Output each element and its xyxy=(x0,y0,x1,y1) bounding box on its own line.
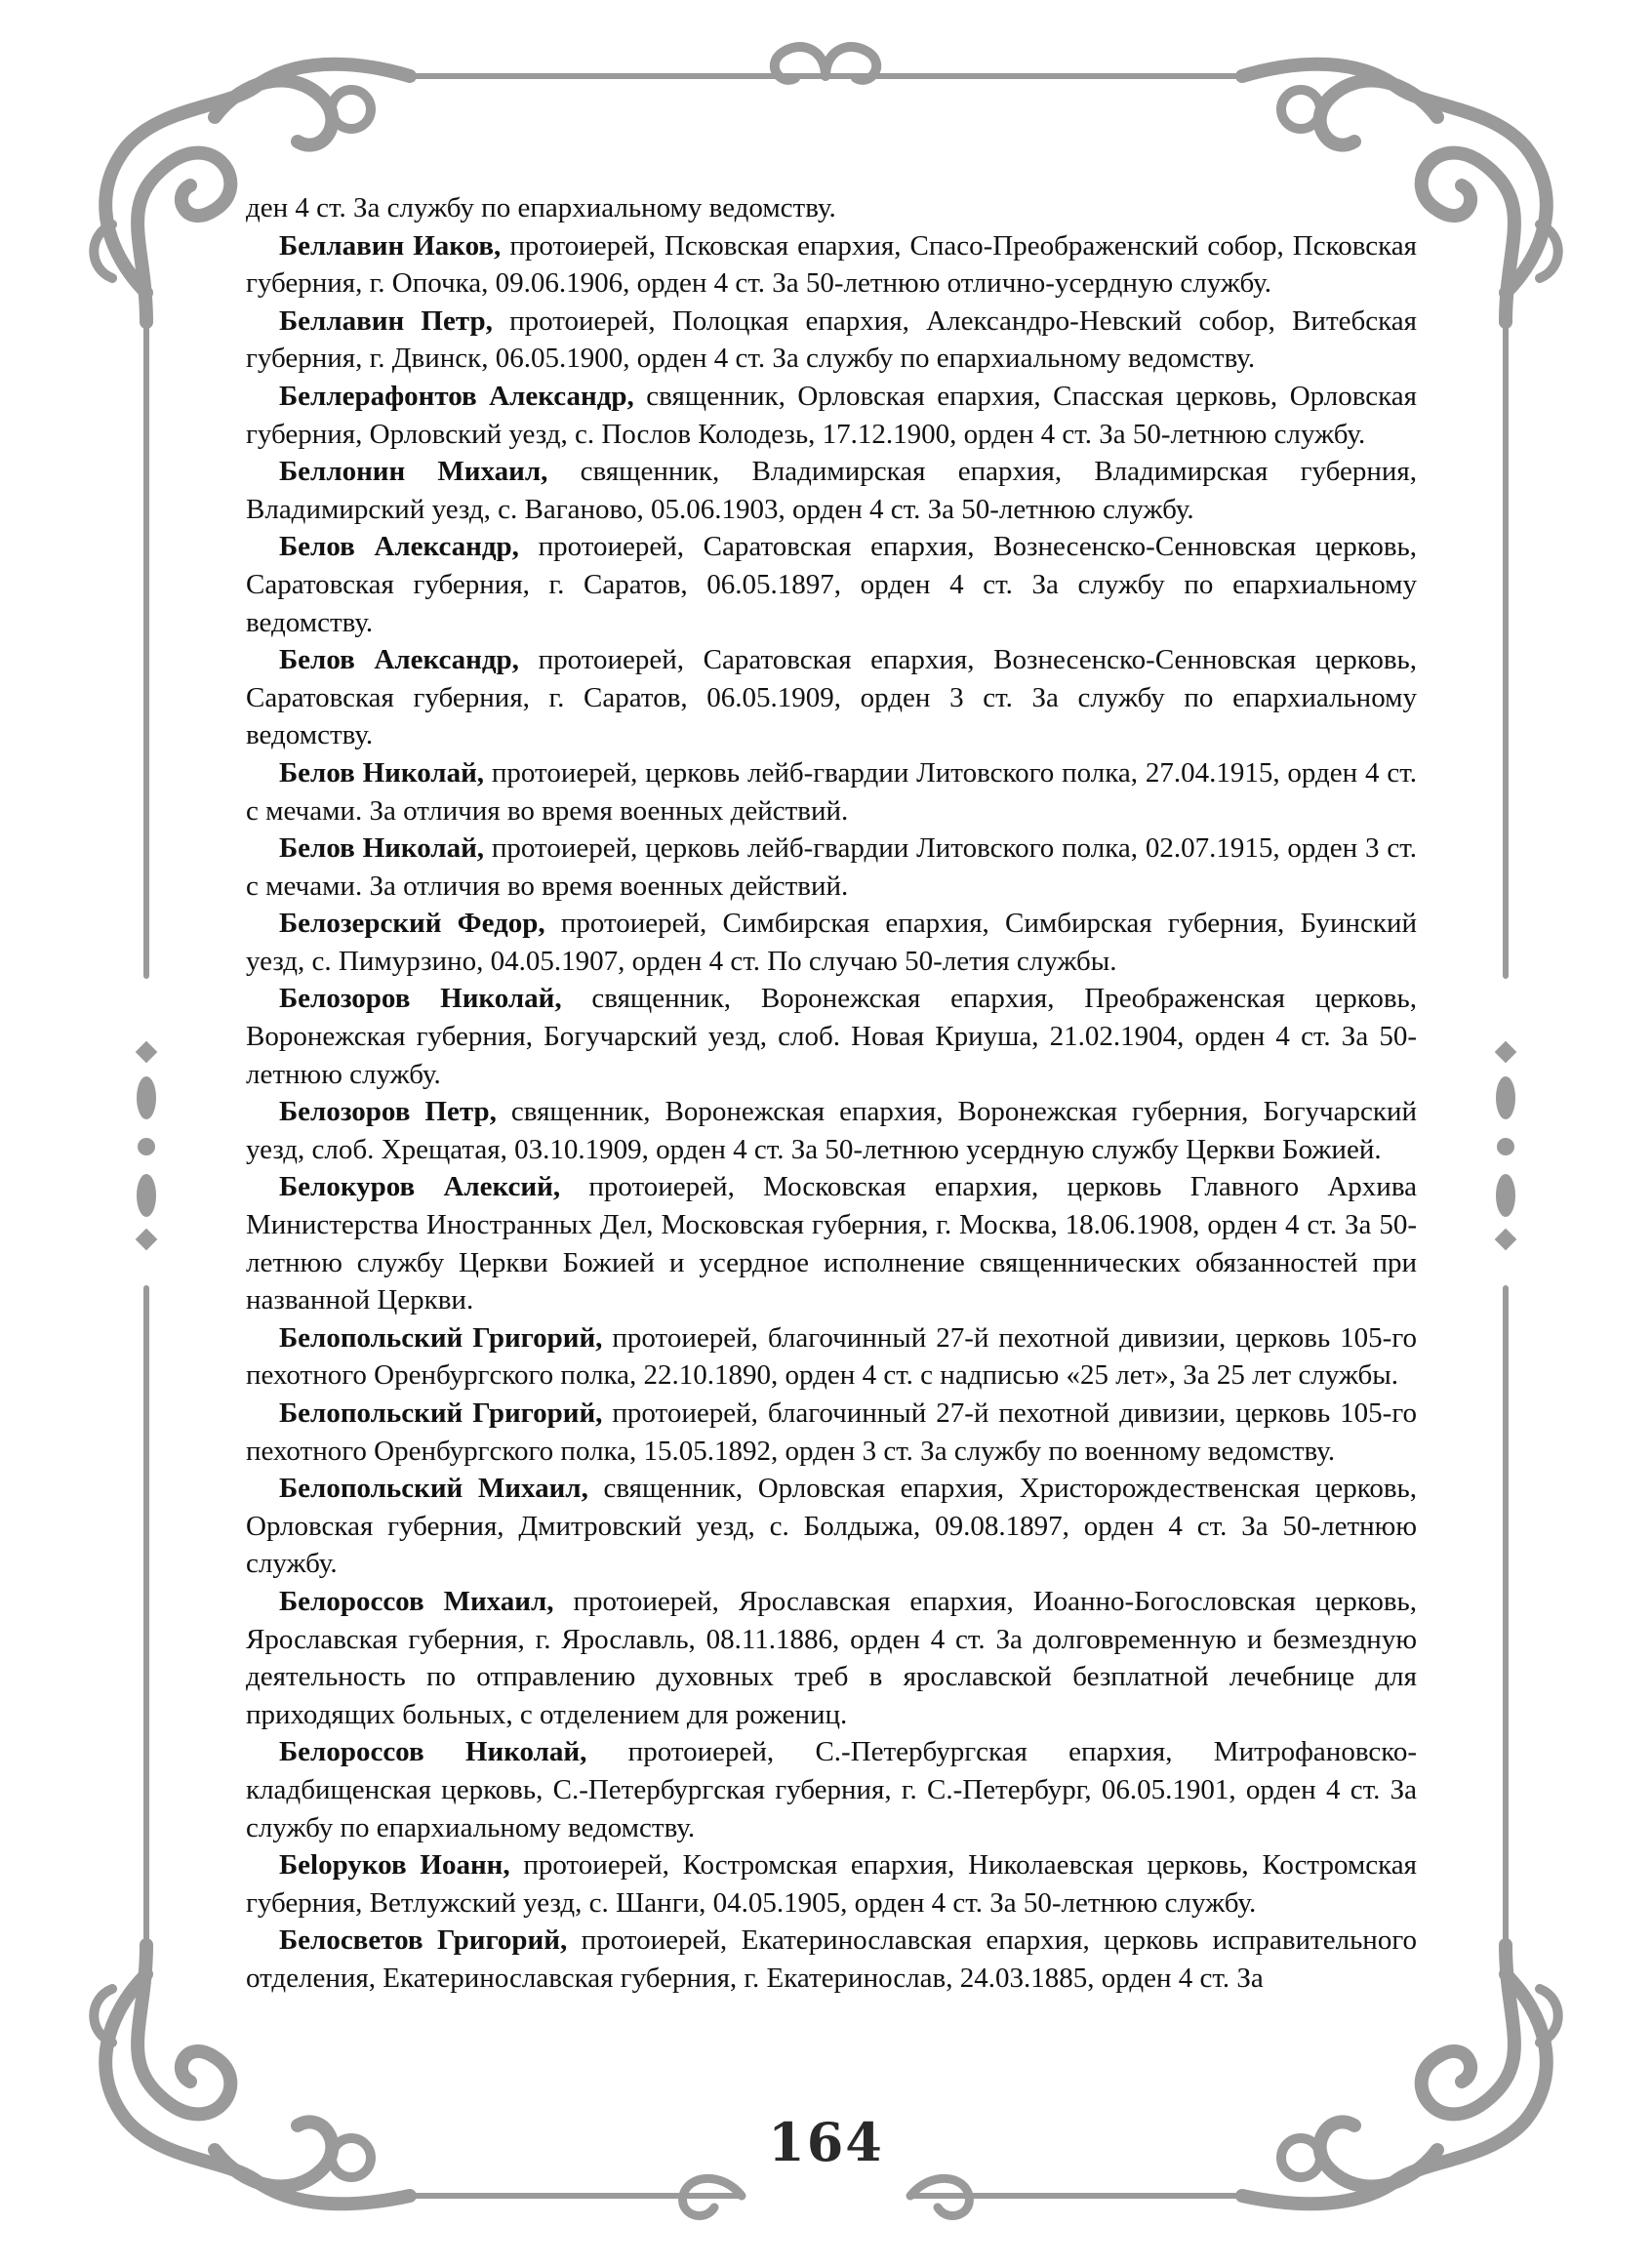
entry-details: священник, Воронежская епархия, Воронежская губерния, Богучарский уезд, слоб. Хрещатая, 03.10.1909, орден 4 ст. За 50-летнюю усердную службу Церкви Божией. xyxy=(246,1096,1417,1165)
entry-name: Белороссов Николай, xyxy=(279,1736,587,1768)
entry-name: Беloруков Иоанн, xyxy=(279,1849,510,1882)
entry-name: Белозерский Федор, xyxy=(279,908,545,940)
list-item xyxy=(246,1470,1417,1583)
list-item xyxy=(246,641,1417,754)
entry-name: Беллерафонтов Александр, xyxy=(279,380,634,412)
entry-name: Белов Александр, xyxy=(279,644,519,676)
entry-name: Белопольский Григорий, xyxy=(279,1397,603,1429)
list-item xyxy=(246,1168,1417,1318)
entry-details: протоиерей, Московская епархия, церковь Главного Архива Министерства Иностранных Дел, Московская губерния, г. Москва, 18.06.1908, орден 4 ст. За 50-летнюю службу Церкви Божией и усердное исполнение священнических обязанностей при названной Церкви. xyxy=(246,1171,1417,1316)
continuation-line: ден 4 ст. За службу по епархиальному ведомству. xyxy=(246,192,836,223)
entry-name: Белосветов Григорий, xyxy=(279,1924,568,1957)
entry-details: священник, Орловская епархия, Христорождественская церковь, Орловская губерния, Дмитровский уезд, с. Болдыжа, 09.08.1897, орден 4 ст. За 50-летнюю службу. xyxy=(246,1473,1417,1580)
entry-details: протоиерей, церковь лейб-гвардии Литовского полка, 02.07.1915, орден 3 ст. с мечами. За отличия во время военных действий. xyxy=(246,832,1417,902)
list-item xyxy=(246,1922,1417,1997)
entry-list xyxy=(246,227,1417,1998)
entry-details: протоиерей, С.-Петербургская епархия, Митрофановско-кладбищенская церковь, С.-Петербургская губерния, г. С.-Петербург, 06.05.1901, орден 4 ст. За службу по епархиальному ведомству. xyxy=(246,1736,1417,1843)
entry-name: Белов Николай, xyxy=(279,756,485,789)
list-item xyxy=(246,1093,1417,1168)
list-item xyxy=(246,830,1417,905)
entry-details: протоиерей, благочинный 27-й пехотной дивизии, церковь 105-го пехотного Оренбургского полка, 15.05.1892, орден 3 ст. За службу по военному ведомству. xyxy=(246,1397,1417,1467)
list-item xyxy=(246,453,1417,528)
entry-details: протоиерей, благочинный 27-й пехотной дивизии, церковь 105-го пехотного Оренбургского полка, 22.10.1890, орден 4 ст. с надписью «25 лет», За 25 лет службы. xyxy=(246,1321,1417,1392)
entry-name: Беллавин Иаков, xyxy=(279,229,502,262)
page-number: 164 xyxy=(768,2111,884,2173)
list-item xyxy=(246,754,1417,830)
entry-details: священник, Владимирская епархия, Владимирская губерния, Владимирский уезд, с. Ваганово, 05.06.1903, орден 4 ст. За 50-летнюю службу. xyxy=(246,456,1417,525)
document-body xyxy=(246,189,1417,1998)
entry-name: Белов Александр, xyxy=(279,531,519,563)
list-item xyxy=(246,1319,1417,1395)
entry-name: Белозоров Петр, xyxy=(279,1096,497,1128)
list-item xyxy=(246,1583,1417,1733)
list-item xyxy=(246,378,1417,453)
list-item xyxy=(246,1395,1417,1470)
entry-details: протоиерей, Костромская епархия, Николаевская церковь, Костромская губерния, Ветлужский уезд, с. Шанги, 04.05.1905, орден 4 ст. За 50-летнюю службу. xyxy=(246,1849,1417,1919)
entry-details: протоиерей, Псковская епархия, Спасо-Преображенский собор, Псковская губерния, г. Опочка, 09.06.1906, орден 4 ст. За 50-летнюю отлично-усердную службу. xyxy=(246,229,1417,300)
entry-name: Белокуров Алексий, xyxy=(279,1171,561,1203)
entry-details: священник, Орловская епархия, Спасская церковь, Орловская губерния, Орловский уезд, с. Послов Колодезь, 17.12.1900, орден 4 ст. За 50-летнюю службу. xyxy=(246,380,1417,450)
entry-details: протоиерей, Полоцкая епархия, Александро-Невский собор, Витебская губерния, г. Двинск, 06.05.1900, орден 4 ст. За службу по епархиальному ведомству. xyxy=(246,304,1417,375)
entry-name: Беллонин Михаил, xyxy=(279,456,548,488)
list-item xyxy=(246,905,1417,980)
list-item xyxy=(246,227,1417,303)
entry-details: протоиерей, Саратовская епархия, Вознесенско-Сенновская церковь, Саратовская губерния, г. Саратов, 06.05.1909, орден 3 ст. За службу по епархиальному ведомству. xyxy=(246,644,1417,751)
list-item xyxy=(246,1846,1417,1922)
entry-name: Белов Николай, xyxy=(279,832,485,865)
entry-details: священник, Воронежская епархия, Преображенская церковь, Воронежская губерния, Богучарский уезд, слоб. Новая Криуша, 21.02.1904, орден 4 ст. За 50-летнюю службу. xyxy=(246,983,1417,1090)
entry-name: Белозоров Николай, xyxy=(279,983,562,1015)
entry-name: Беллавин Петр, xyxy=(279,304,493,337)
list-item xyxy=(246,1733,1417,1846)
entry-name: Белопольский Михаил, xyxy=(279,1473,588,1505)
list-item xyxy=(246,980,1417,1093)
entry-details: протоиерей, Екатеринославская епархия, церковь исправительного отделения, Екатеринославская губерния, г. Екатеринослав, 24.03.1885, орден 4 ст. За xyxy=(246,1924,1417,1994)
entry-details: протоиерей, Саратовская епархия, Вознесенско-Сенновская церковь, Саратовская губерния, г. Саратов, 06.05.1897, орден 4 ст. За службу по епархиальному ведомству. xyxy=(246,531,1417,638)
entry-details: протоиерей, Ярославская епархия, Иоанно-Богословская церковь, Ярославская губерния, г. Ярославль, 08.11.1886, орден 4 ст. За долговременную и безмездную деятельность по отправлению духовных треб в ярославской безплатной лечебнице для приходящих больных, с отделением для рожениц. xyxy=(246,1585,1417,1730)
entry-name: Белопольский Григорий, xyxy=(279,1321,603,1354)
entry-details: протоиерей, церковь лейб-гвардии Литовского полка, 27.04.1915, орден 4 ст. с мечами. За отличия во время военных действий. xyxy=(246,756,1417,827)
list-item xyxy=(246,303,1417,378)
entry-details: протоиерей, Симбирская епархия, Симбирская губерния, Буинский уезд, с. Пимурзино, 04.05.1907, орден 4 ст. По случаю 50-летия службы. xyxy=(246,908,1417,977)
list-item xyxy=(246,528,1417,641)
entry-name: Белороссов Михаил, xyxy=(279,1585,554,1617)
